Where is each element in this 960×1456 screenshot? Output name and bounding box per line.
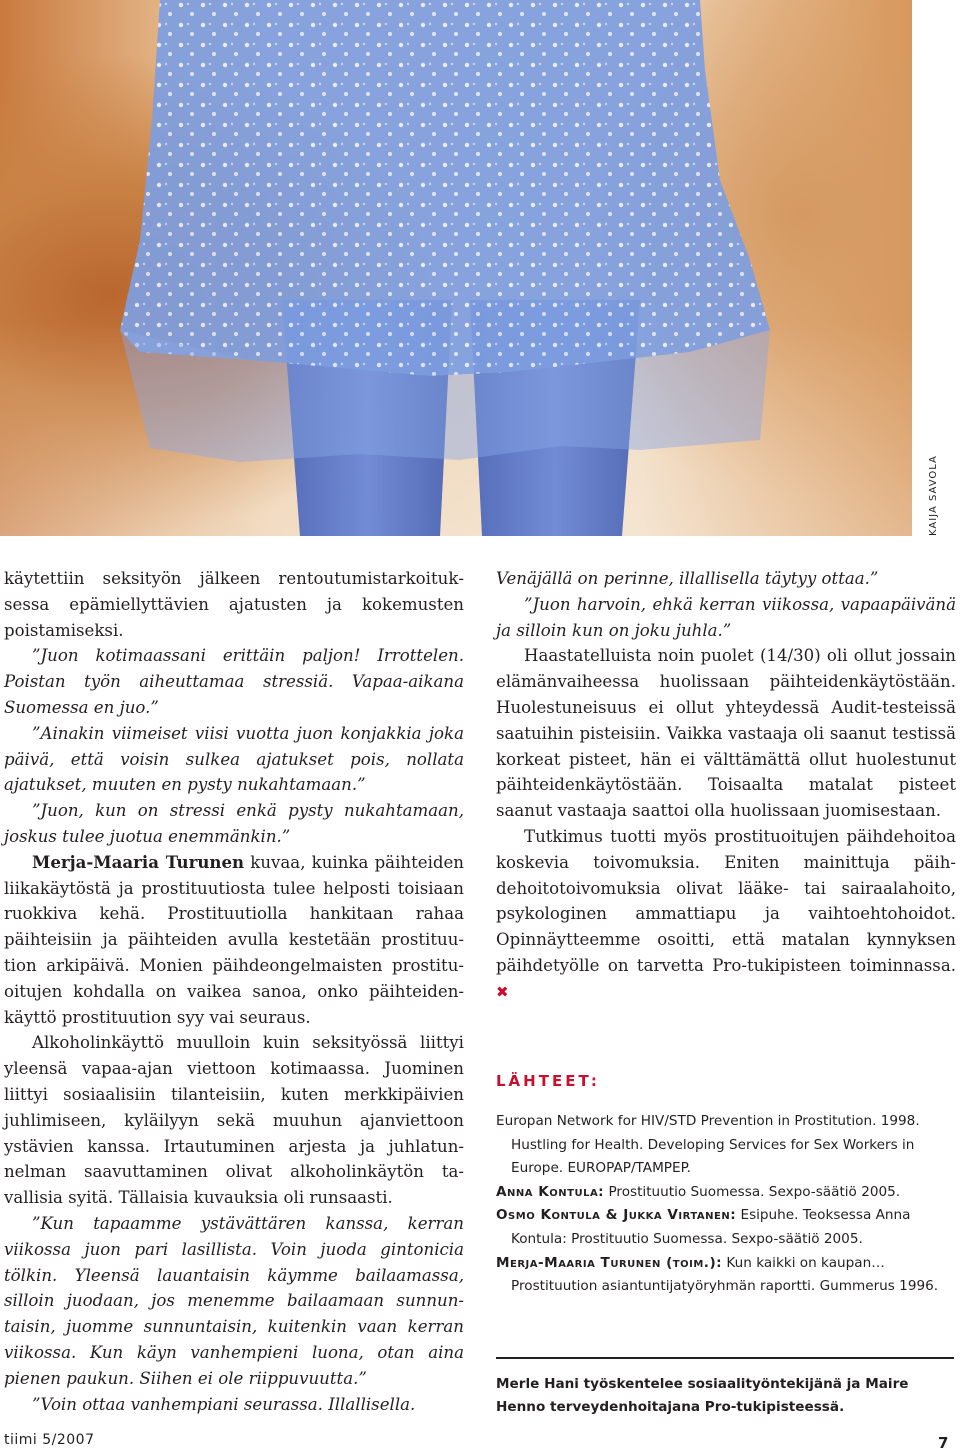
quote: ”Juon, kun on stressi enkä pysty nukahtamaan, joskus tulee juotua enemmänkin.”: [4, 801, 464, 846]
quote: ”Voin ottaa vanhempiani seurassa. Illallisella.: [32, 1394, 416, 1414]
quote: ”Kun tapaamme ystävättären kanssa, kerran viikossa juon pari lasillista. Voin juoda gintonicia tölkin. Yleensä lauantaisin käymme bailaamassa, silloin juodaan, jos menemme bailaamaan sunnuntaisin, juomme sunnuntaisin, kuitenkin vaan kerran viikossa. Kun käyn vanhempieni luona, otan aina pienen paukun. Siihen ei ole riippuvuutta.”: [4, 1213, 464, 1388]
paragraph: [496, 824, 956, 1006]
quote: ”Juon kotimaassani erittäin paljon! Irrottelen. Poistan työn aiheuttamaa stressiä. Vapaa-aikana Suomessa en juo.”: [4, 646, 464, 717]
paragraph-text: Tutkimus tuotti myös prostituoitujen päihdehoitoa koskevia toivomuksia. Eniten mainittuja päihdehoitotoivomuksia olivat lääke- tai sairaalahoito, psykologinen ammattiapu ja vaihtoehtohoidot. Opinnäytteemme osoitti, että matalan kynnyksen päihdetyölle on tarvetta Pro-tukipisteen toiminnassa.: [496, 826, 956, 975]
author-name: Merja-Maaria Turunen: [32, 851, 245, 872]
end-mark-icon: ✖: [496, 982, 509, 1001]
source-author: Anna Kontula:: [496, 1183, 605, 1200]
divider: [496, 1357, 954, 1359]
author-bio: Merle Hani työskentelee sosiaalityöntekijänä ja Maire Henno terveydenhoitajana Pro-tukipisteessä.: [496, 1376, 909, 1416]
source-item: [496, 1204, 958, 1251]
source-text: Esipuhe. Teoksessa Anna Kontula: Prostituutio Suomessa. Sexpo-säätiö 2005.: [511, 1207, 911, 1247]
source-author: Merja-Maaria Turunen (toim.):: [496, 1254, 723, 1271]
paragraph: käytettiin seksityön jälkeen rentoutumistarkoituksessa epämiellyttävien ajatusten ja kokemusten poistamiseksi.: [4, 569, 464, 640]
source-item: [496, 1110, 958, 1181]
issue-label: tiimi 5/2007: [4, 1432, 95, 1448]
source-item: [496, 1181, 958, 1205]
source-item: [496, 1252, 958, 1299]
skirt-photo: [0, 0, 912, 536]
right-column: [496, 566, 956, 1006]
source-text: Kun kaikki on kaupan… Prostituution asiantuntijatyöryhmän raportti. Gummerus 1996.: [511, 1254, 939, 1295]
page-number: 7: [938, 1434, 949, 1452]
source-text: Prostituutio Suomessa. Sexpo-säätiö 2005.: [604, 1183, 901, 1200]
sources-heading: LÄHTEET:: [496, 1072, 600, 1090]
source-text: Europan Network for HIV/STD Prevention in Prostitution. 1998. Hustling for Health. Developing Services for Sex Workers in Europe. EUROPAP/TAMPEP.: [496, 1113, 920, 1177]
skirt-illustration: [0, 0, 912, 536]
paragraph: Haastatelluista noin puolet (14/30) oli ollut jossain elämänvaiheessa huolissaan päihteidenkäytöstään. Huolestuneisuus ei ollut yhteydessä Audit-testeissä saatuihin pisteisiin. Vaikka vastaaja oli saanut testissä korkeat pisteet, hän ei välttämättä ollut huolestunut päihteidenkäytöstään. Toisaalta matalat pisteet saanut vastaaja saattoi olla huolissaan juomisestaan.: [496, 646, 956, 821]
photo-credit: KAIJA SAVOLA: [928, 455, 939, 536]
paragraph-text: kuvaa, kuinka päihteiden liikakäytöstä ja prostituutiosta tulee helposti toisiaan ruokkiva kehä. Prostituutiolla hankitaan rahaa päihteisiin ja päihteiden avulla kestetään prostituution arkipäivä. Monien päihdeongelmaisten prostituoitujen kohdalla on vaikea sanoa, onko päihteidenkäyttö prostituution syy vai seuraus.: [4, 852, 464, 1027]
source-author: Osmo Kontula & Jukka Virtanen:: [496, 1207, 737, 1224]
left-column: [4, 566, 464, 1417]
quote: Venäjällä on perinne, illallisella täytyy ottaa.”: [496, 569, 879, 588]
paragraph: Alkoholinkäyttö muulloin kuin seksityössä liittyi yleensä vapaa-ajan viettoon kotimaassa. Juominen liittyi sosiaalisiin tilanteisiin, kuten merkkipäivien juhlimiseen, kyläilyyn sekä muuhun ajanviettoon ystävien kanssa. Irtautuminen arjesta ja juhlatunnelman saavuttaminen olivat alkoholinkäytön tavallisia syitä. Tällaisia kuvauksia oli runsaasti.: [4, 1033, 464, 1208]
sources-list: [496, 1110, 958, 1299]
paragraph: [4, 850, 464, 1031]
quote: ”Ainakin viimeiset viisi vuotta juon konjakkia joka päivä, että voisin sulkea ajatukset pois, nollata ajatukset, muuten en pysty nukahtamaan.”: [4, 723, 464, 795]
quote: ”Juon harvoin, ehkä kerran viikossa, vapaapäivänä ja silloin kun on joku juhla.”: [496, 594, 956, 640]
